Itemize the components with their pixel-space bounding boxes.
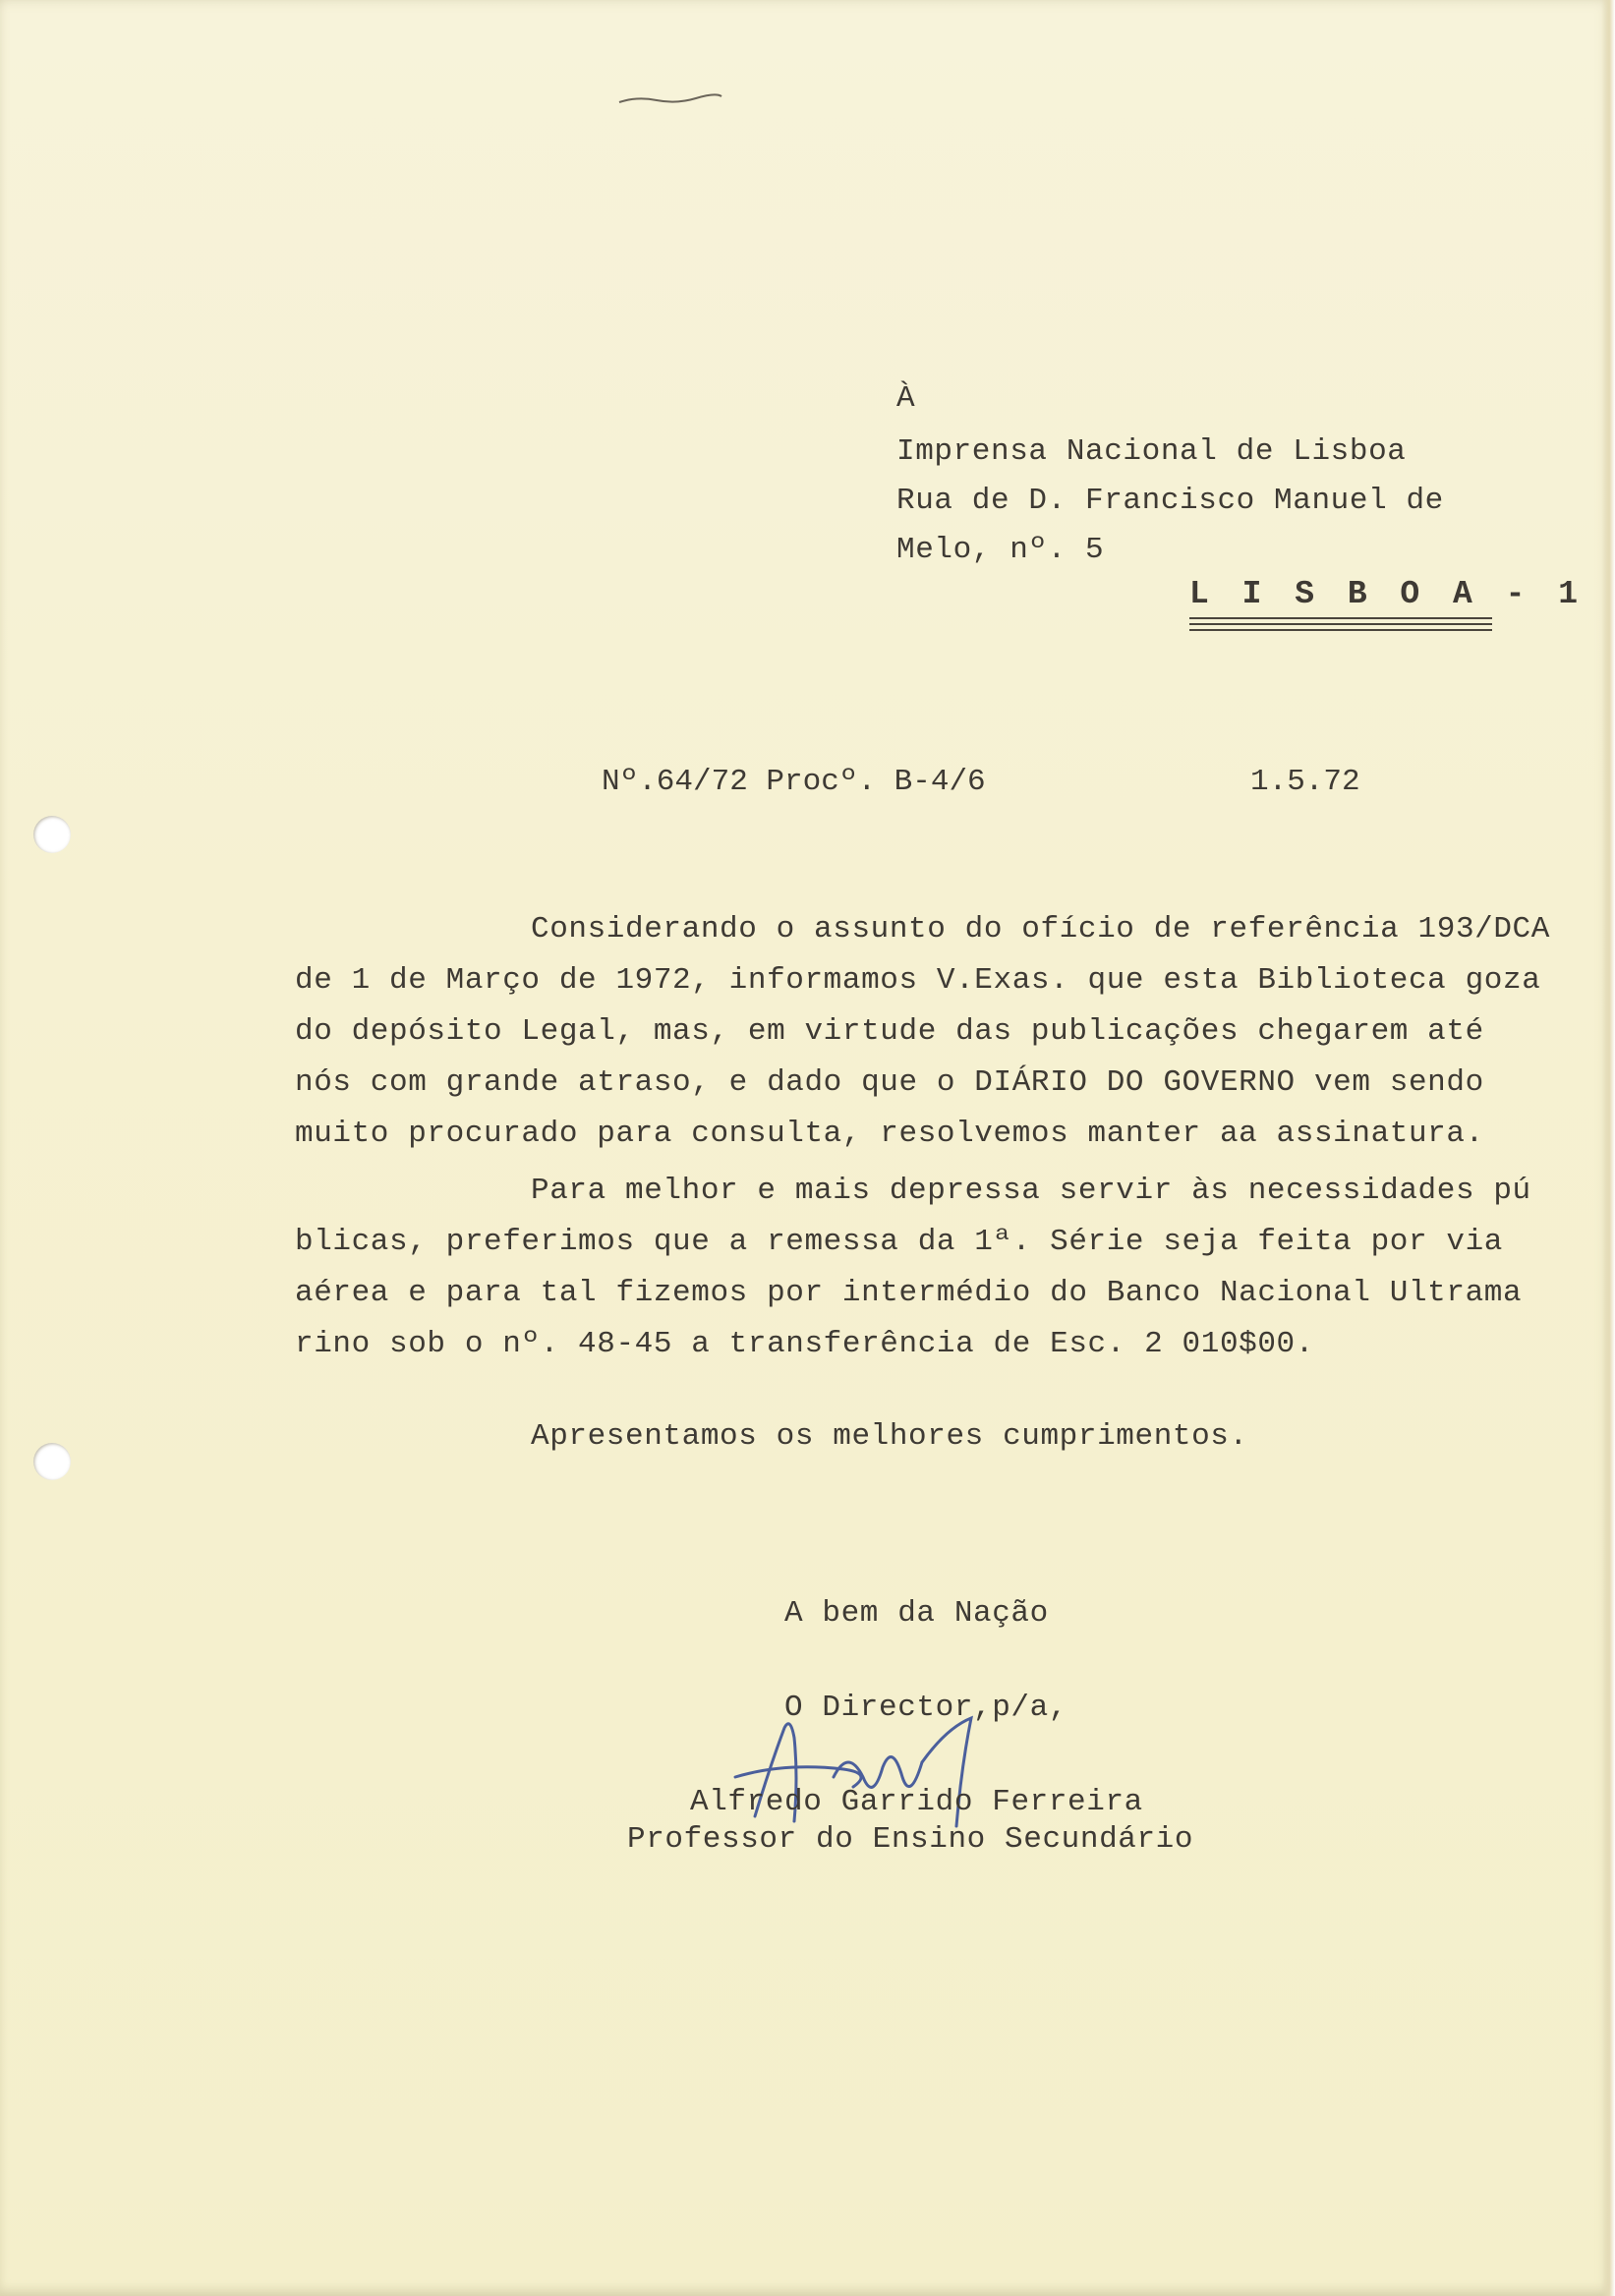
recipient-line-2: Rua de D. Francisco Manuel de <box>896 484 1444 518</box>
recipient-prefix: À <box>896 381 916 416</box>
punch-hole-lower <box>33 1443 71 1480</box>
city-underline-1 <box>1189 617 1492 619</box>
body-p2-line-4: rino sob o nº. 48-45 a transferência de Esc. 2 010$00. <box>295 1327 1314 1361</box>
recipient-city: L I S B O A - 1 <box>1189 576 1586 612</box>
reference-number: Nº.64/72 Procº. B-4/6 <box>602 765 986 799</box>
salutation: A bem da Nação <box>784 1596 1049 1631</box>
reference-date: 1.5.72 <box>1250 765 1360 799</box>
recipient-line-1: Imprensa Nacional de Lisboa <box>896 434 1407 469</box>
punch-hole-upper <box>33 816 71 853</box>
city-underline-2 <box>1189 623 1492 625</box>
body-p2-line-2: blicas, preferimos que a remessa da 1ª. Série seja feita por via <box>295 1225 1503 1259</box>
recipient-line-3: Melo, nº. 5 <box>896 533 1105 567</box>
body-p1-line-3: do depósito Legal, mas, em virtude das publicações chegarem até <box>295 1014 1484 1049</box>
closing-line: Apresentamos os melhores cumprimentos. <box>531 1419 1248 1454</box>
city-underline-3 <box>1189 629 1492 631</box>
signer-title: Professor do Ensino Secundário <box>627 1822 1194 1857</box>
body-p1-line-4: nós com grande atraso, e dado que o DIÁRIO DO GOVERNO vem sendo <box>295 1065 1484 1100</box>
body-p1-line-2: de 1 de Março de 1972, informamos V.Exas. que esta Biblioteca goza <box>295 963 1541 998</box>
body-p1-line-5: muito procurado para consulta, resolvemos manter aa assinatura. <box>295 1117 1484 1151</box>
paper-edge <box>1601 0 1615 2296</box>
body-p2-line-1: Para melhor e mais depressa servir às necessidades pú <box>531 1174 1531 1208</box>
signer-role: O Director,p/a, <box>784 1691 1068 1725</box>
body-p2-line-3: aérea e para tal fizemos por intermédio do Banco Nacional Ultrama <box>295 1276 1523 1310</box>
body-p1-line-1: Considerando o assunto do ofício de referência 193/DCA <box>531 912 1550 947</box>
ink-mark <box>617 90 725 110</box>
signer-name: Alfredo Garrido Ferreira <box>690 1785 1143 1819</box>
